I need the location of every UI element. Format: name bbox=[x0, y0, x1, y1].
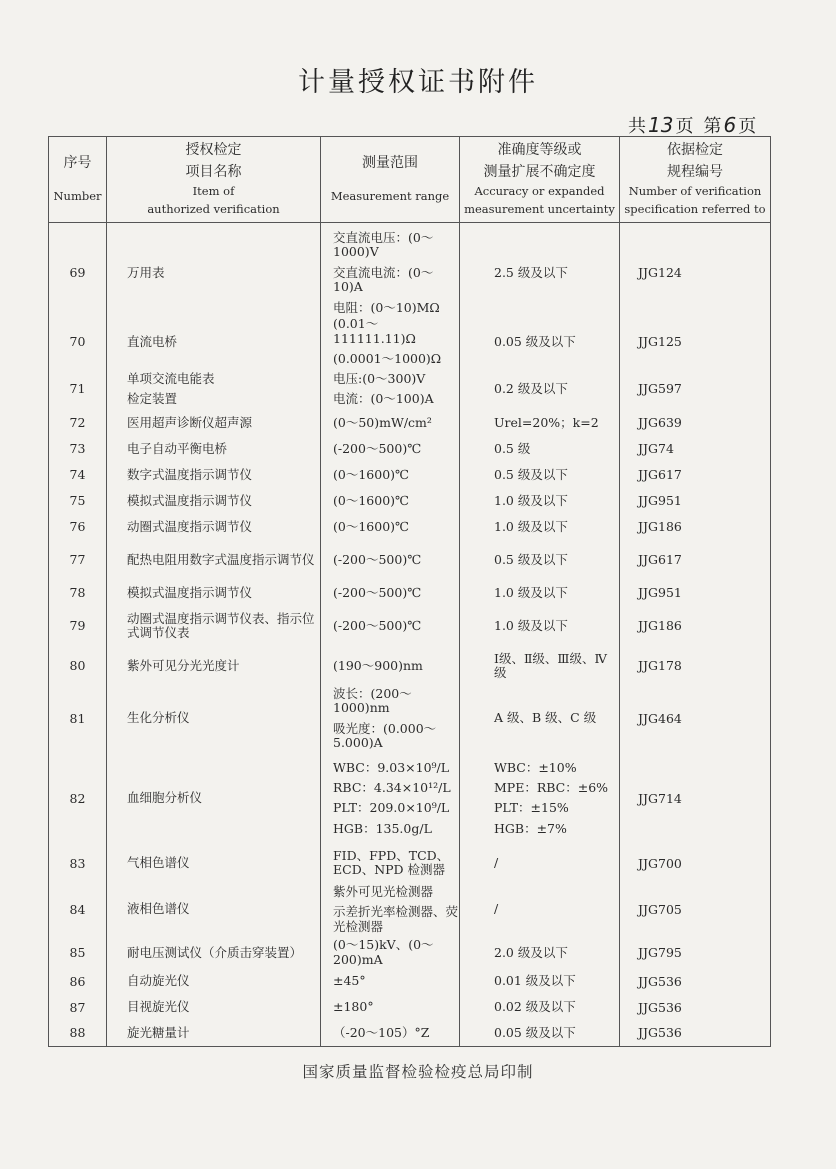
header-en: Number bbox=[53, 189, 102, 204]
accuracy-line: 1.0 级及以下 bbox=[494, 584, 568, 600]
accuracy bbox=[460, 686, 620, 752]
spec-number: JJG705 bbox=[620, 881, 771, 937]
accuracy bbox=[460, 316, 620, 368]
header-en: authorized verification bbox=[147, 202, 280, 217]
spec-number: JJG597 bbox=[620, 368, 771, 410]
range-line: 示差折光率检测器、荧光检测器 bbox=[333, 904, 459, 934]
header-range bbox=[321, 137, 460, 223]
measurement-range bbox=[321, 316, 460, 368]
row-number: 77 bbox=[49, 540, 107, 580]
row-number: 75 bbox=[49, 488, 107, 514]
measurement-range bbox=[321, 937, 460, 968]
range-line: ±180° bbox=[333, 998, 374, 1014]
accuracy-line: WBC：±10% bbox=[494, 759, 577, 775]
total-suffix: 页 bbox=[675, 116, 694, 137]
range-line: 电压:(0～300)V bbox=[333, 370, 426, 386]
range-line: FID、FPD、TCD、ECD、NPD 检测器 bbox=[333, 848, 450, 878]
measurement-range bbox=[321, 580, 460, 606]
accuracy-line: 1.0 级及以下 bbox=[494, 518, 568, 534]
table-row bbox=[49, 968, 771, 994]
item-name bbox=[107, 462, 321, 488]
accuracy-line: 2.0 级及以下 bbox=[494, 944, 568, 960]
measurement-range bbox=[321, 686, 460, 752]
accuracy bbox=[460, 540, 620, 580]
spec-number: JJG178 bbox=[620, 646, 771, 686]
item-name bbox=[107, 606, 321, 646]
table-row bbox=[49, 994, 771, 1020]
row-number: 76 bbox=[49, 514, 107, 540]
accuracy-line: MPE：RBC：±6% bbox=[494, 780, 609, 795]
measurement-range bbox=[321, 540, 460, 580]
spec-number: JJG617 bbox=[620, 540, 771, 580]
page-title: 计量授权证书附件 bbox=[298, 67, 538, 98]
item-name bbox=[107, 436, 321, 462]
spec-number: JJG617 bbox=[620, 462, 771, 488]
table-row bbox=[49, 751, 771, 845]
table-row bbox=[49, 1020, 771, 1046]
table-row bbox=[49, 881, 771, 937]
spec-number: JJG74 bbox=[620, 436, 771, 462]
item-name bbox=[107, 845, 321, 881]
table-row bbox=[49, 316, 771, 368]
accuracy-line: 1.0 级及以下 bbox=[494, 492, 568, 508]
item-name bbox=[107, 646, 321, 686]
item-name-line: 旋光糖量计 bbox=[127, 1024, 190, 1040]
range-line: (0.0001～1000)Ω bbox=[333, 351, 442, 367]
table-row bbox=[49, 488, 771, 514]
table-row bbox=[49, 606, 771, 646]
accuracy-line: 0.05 级及以下 bbox=[494, 333, 576, 349]
measurement-range bbox=[321, 368, 460, 410]
row-number: 85 bbox=[49, 937, 107, 968]
table-row bbox=[49, 937, 771, 968]
item-name bbox=[107, 488, 321, 514]
accuracy-line: PLT：±15% bbox=[494, 800, 569, 816]
accuracy bbox=[460, 968, 620, 994]
item-name bbox=[107, 686, 321, 752]
range-line: 紫外可见光检测器 bbox=[333, 883, 434, 899]
header-en: specification referred to bbox=[624, 202, 766, 217]
item-name bbox=[107, 223, 321, 316]
accuracy bbox=[460, 937, 620, 968]
accuracy bbox=[460, 845, 620, 881]
measurement-range bbox=[321, 223, 460, 316]
header-zh: 项目名称 bbox=[185, 163, 242, 180]
header-accuracy bbox=[460, 137, 620, 223]
measurement-range bbox=[321, 881, 460, 937]
header-zh: 测量扩展不确定度 bbox=[483, 163, 596, 180]
row-number: 78 bbox=[49, 580, 107, 606]
item-name bbox=[107, 968, 321, 994]
footer-text: 国家质量监督检验检疫总局印制 bbox=[302, 1063, 534, 1081]
item-name-line: 单项交流电能表 bbox=[127, 370, 215, 386]
item-name-line: 配热电阻用数字式温度指示调节仪 bbox=[127, 551, 315, 567]
row-number: 80 bbox=[49, 646, 107, 686]
range-line: 交直流电流：(0～10)A bbox=[333, 264, 434, 295]
accuracy bbox=[460, 1020, 620, 1046]
item-name bbox=[107, 1020, 321, 1046]
range-line: (0～50)mW/cm² bbox=[333, 414, 432, 430]
range-line: WBC：9.03×10⁹/L bbox=[333, 759, 450, 775]
measurement-range bbox=[321, 1020, 460, 1046]
table-row bbox=[49, 436, 771, 462]
accuracy bbox=[460, 462, 620, 488]
spec-number: JJG795 bbox=[620, 937, 771, 968]
table-row bbox=[49, 514, 771, 540]
spec-number: JJG639 bbox=[620, 410, 771, 436]
accuracy-line: 0.5 级及以下 bbox=[494, 551, 568, 567]
accuracy-line: 0.05 级及以下 bbox=[494, 1024, 576, 1040]
measurement-range bbox=[321, 514, 460, 540]
item-name-line: 气相色谱仪 bbox=[127, 855, 190, 871]
item-name-line: 模拟式温度指示调节仪 bbox=[127, 492, 253, 508]
authorization-table bbox=[48, 136, 771, 1047]
range-line: 吸光度：(0.000～5.000)A bbox=[333, 720, 437, 750]
current-suffix: 页 bbox=[738, 116, 757, 137]
range-line: (0～1600)℃ bbox=[333, 518, 410, 534]
item-name-line: 数字式温度指示调节仪 bbox=[127, 466, 253, 482]
spec-number: JJG714 bbox=[620, 751, 771, 845]
table-row bbox=[49, 410, 771, 436]
spec-number: JJG536 bbox=[620, 968, 771, 994]
spec-number: JJG536 bbox=[620, 1020, 771, 1046]
table-row bbox=[49, 580, 771, 606]
spec-number: JJG186 bbox=[620, 606, 771, 646]
item-name-line: 液相色谱仪 bbox=[127, 901, 190, 917]
item-name-line: 检定装置 bbox=[127, 390, 178, 406]
accuracy-line: / bbox=[494, 855, 499, 871]
table-row bbox=[49, 646, 771, 686]
table-row bbox=[49, 686, 771, 752]
row-number: 83 bbox=[49, 845, 107, 881]
current-page: 6 bbox=[723, 113, 737, 137]
table-row bbox=[49, 368, 771, 410]
accuracy bbox=[460, 488, 620, 514]
accuracy bbox=[460, 606, 620, 646]
spec-number: JJG536 bbox=[620, 994, 771, 1020]
header-spec bbox=[620, 137, 771, 223]
spec-number: JJG186 bbox=[620, 514, 771, 540]
item-name bbox=[107, 751, 321, 845]
item-name-line: 紫外可见分光光度计 bbox=[127, 657, 240, 673]
measurement-range bbox=[321, 751, 460, 845]
header-zh: 依据检定 bbox=[667, 142, 723, 158]
measurement-range bbox=[321, 606, 460, 646]
accuracy bbox=[460, 994, 620, 1020]
row-number: 86 bbox=[49, 968, 107, 994]
accuracy bbox=[460, 580, 620, 606]
item-name-line: 血细胞分析仪 bbox=[127, 790, 203, 806]
spec-number: JJG700 bbox=[620, 845, 771, 881]
header-en: Measurement range bbox=[330, 189, 450, 204]
header-zh: 准确度等级或 bbox=[497, 142, 582, 158]
header-item bbox=[107, 137, 321, 223]
accuracy-line: 0.02 级及以下 bbox=[494, 998, 576, 1014]
spec-number: JJG951 bbox=[620, 580, 771, 606]
item-name-line: 模拟式温度指示调节仪 bbox=[127, 584, 253, 600]
row-number: 87 bbox=[49, 994, 107, 1020]
item-name bbox=[107, 580, 321, 606]
row-number: 84 bbox=[49, 881, 107, 937]
measurement-range bbox=[321, 845, 460, 881]
accuracy bbox=[460, 751, 620, 845]
range-line: RBC：4.34×10¹²/L bbox=[333, 780, 451, 795]
header-en: Accuracy or expanded bbox=[474, 184, 605, 199]
total-prefix: 共 bbox=[628, 116, 646, 137]
measurement-range bbox=[321, 410, 460, 436]
item-name bbox=[107, 937, 321, 968]
measurement-range bbox=[321, 436, 460, 462]
measurement-range bbox=[321, 462, 460, 488]
range-line: (190～900)nm bbox=[333, 657, 423, 673]
range-line: HGB：135.0g/L bbox=[333, 820, 432, 836]
range-line: (-200～500)℃ bbox=[333, 584, 422, 600]
item-name-line: 自动旋光仪 bbox=[127, 972, 190, 988]
row-number: 70 bbox=[49, 316, 107, 368]
header-en: measurement uncertainty bbox=[464, 202, 615, 217]
item-name-line: 动圈式温度指示调节仪表、指示位式调节仪表 bbox=[127, 610, 315, 640]
row-number: 88 bbox=[49, 1020, 107, 1046]
accuracy bbox=[460, 223, 620, 316]
accuracy bbox=[460, 410, 620, 436]
accuracy-line: / bbox=[494, 901, 499, 917]
row-number: 74 bbox=[49, 462, 107, 488]
measurement-range bbox=[321, 646, 460, 686]
table-row bbox=[49, 845, 771, 881]
range-line: (-200～500)℃ bbox=[333, 551, 422, 567]
spec-number: JJG951 bbox=[620, 488, 771, 514]
item-name bbox=[107, 514, 321, 540]
header-en: Item of bbox=[192, 184, 235, 199]
row-number: 71 bbox=[49, 368, 107, 410]
accuracy-line: 0.01 级及以下 bbox=[494, 972, 576, 988]
accuracy-line: A 级、B 级、C 级 bbox=[494, 710, 597, 726]
row-number: 73 bbox=[49, 436, 107, 462]
header-zh: 规程编号 bbox=[667, 163, 723, 180]
spec-number: JJG124 bbox=[620, 223, 771, 316]
item-name-line: 耐电压测试仪（介质击穿装置） bbox=[127, 944, 303, 960]
row-number: 81 bbox=[49, 686, 107, 752]
table-row bbox=[49, 462, 771, 488]
table-row bbox=[49, 540, 771, 580]
page-count bbox=[628, 112, 756, 138]
item-name-line: 医用超声诊断仪超声源 bbox=[127, 414, 253, 430]
range-line: （-20～105）°Z bbox=[333, 1024, 430, 1040]
accuracy-line: Urel=20%；k=2 bbox=[494, 414, 599, 430]
range-line: 波长：(200～1000)nm bbox=[333, 685, 412, 716]
item-name bbox=[107, 540, 321, 580]
accuracy bbox=[460, 881, 620, 937]
accuracy-line: 1.0 级及以下 bbox=[494, 617, 568, 633]
accuracy bbox=[460, 646, 620, 686]
range-line: (0.01～111111.11)Ω bbox=[333, 316, 416, 346]
item-name-line: 直流电桥 bbox=[127, 333, 178, 349]
range-line: (-200～500)℃ bbox=[333, 617, 422, 633]
total-pages: 13 bbox=[648, 113, 674, 137]
table-row bbox=[49, 223, 771, 316]
item-name-line: 目视旋光仪 bbox=[127, 998, 190, 1014]
header-zh: 授权检定 bbox=[185, 142, 242, 158]
range-line: (0～1600)℃ bbox=[333, 466, 410, 482]
row-number: 72 bbox=[49, 410, 107, 436]
accuracy-line: 2.5 级及以下 bbox=[494, 264, 568, 280]
accuracy-line: HGB：±7% bbox=[494, 820, 567, 836]
spec-number: JJG125 bbox=[620, 316, 771, 368]
header-row bbox=[49, 137, 771, 223]
item-name bbox=[107, 316, 321, 368]
item-name bbox=[107, 994, 321, 1020]
accuracy bbox=[460, 368, 620, 410]
item-name bbox=[107, 881, 321, 937]
header-en: Number of verification bbox=[628, 184, 762, 199]
item-name-line: 电子自动平衡电桥 bbox=[127, 440, 228, 456]
range-line: (0～1600)℃ bbox=[333, 492, 410, 508]
current-prefix: 第 bbox=[703, 116, 722, 137]
range-line: 电流：(0～100)A bbox=[333, 390, 434, 406]
accuracy bbox=[460, 436, 620, 462]
accuracy-line: 0.2 级及以下 bbox=[494, 380, 568, 396]
item-name bbox=[107, 410, 321, 436]
range-line: PLT：209.0×10⁹/L bbox=[333, 800, 450, 816]
range-line: (-200～500)℃ bbox=[333, 440, 422, 456]
row-number: 69 bbox=[49, 223, 107, 316]
item-name-line: 万用表 bbox=[127, 264, 165, 280]
range-line: 电阻：(0～10)MΩ bbox=[333, 299, 440, 315]
measurement-range bbox=[321, 994, 460, 1020]
accuracy-line: 0.5 级 bbox=[494, 440, 531, 456]
row-number: 79 bbox=[49, 606, 107, 646]
spec-number: JJG464 bbox=[620, 686, 771, 752]
range-line: (0～15)kV、(0～200)mA bbox=[333, 937, 434, 967]
accuracy-line: Ⅰ级、Ⅱ级、Ⅲ级、Ⅳ级 bbox=[494, 650, 607, 680]
header-zh: 序号 bbox=[63, 154, 92, 171]
item-name-line: 动圈式温度指示调节仪 bbox=[127, 518, 253, 534]
accuracy-line: 0.5 级及以下 bbox=[494, 466, 568, 482]
item-name-line: 生化分析仪 bbox=[127, 710, 190, 726]
accuracy bbox=[460, 514, 620, 540]
item-name bbox=[107, 368, 321, 410]
measurement-range bbox=[321, 488, 460, 514]
range-line: ±45° bbox=[333, 972, 366, 988]
row-number: 82 bbox=[49, 751, 107, 845]
header-number bbox=[49, 137, 107, 223]
header-zh: 测量范围 bbox=[362, 154, 418, 171]
range-line: 交直流电压：(0～1000)V bbox=[333, 230, 434, 260]
measurement-range bbox=[321, 968, 460, 994]
